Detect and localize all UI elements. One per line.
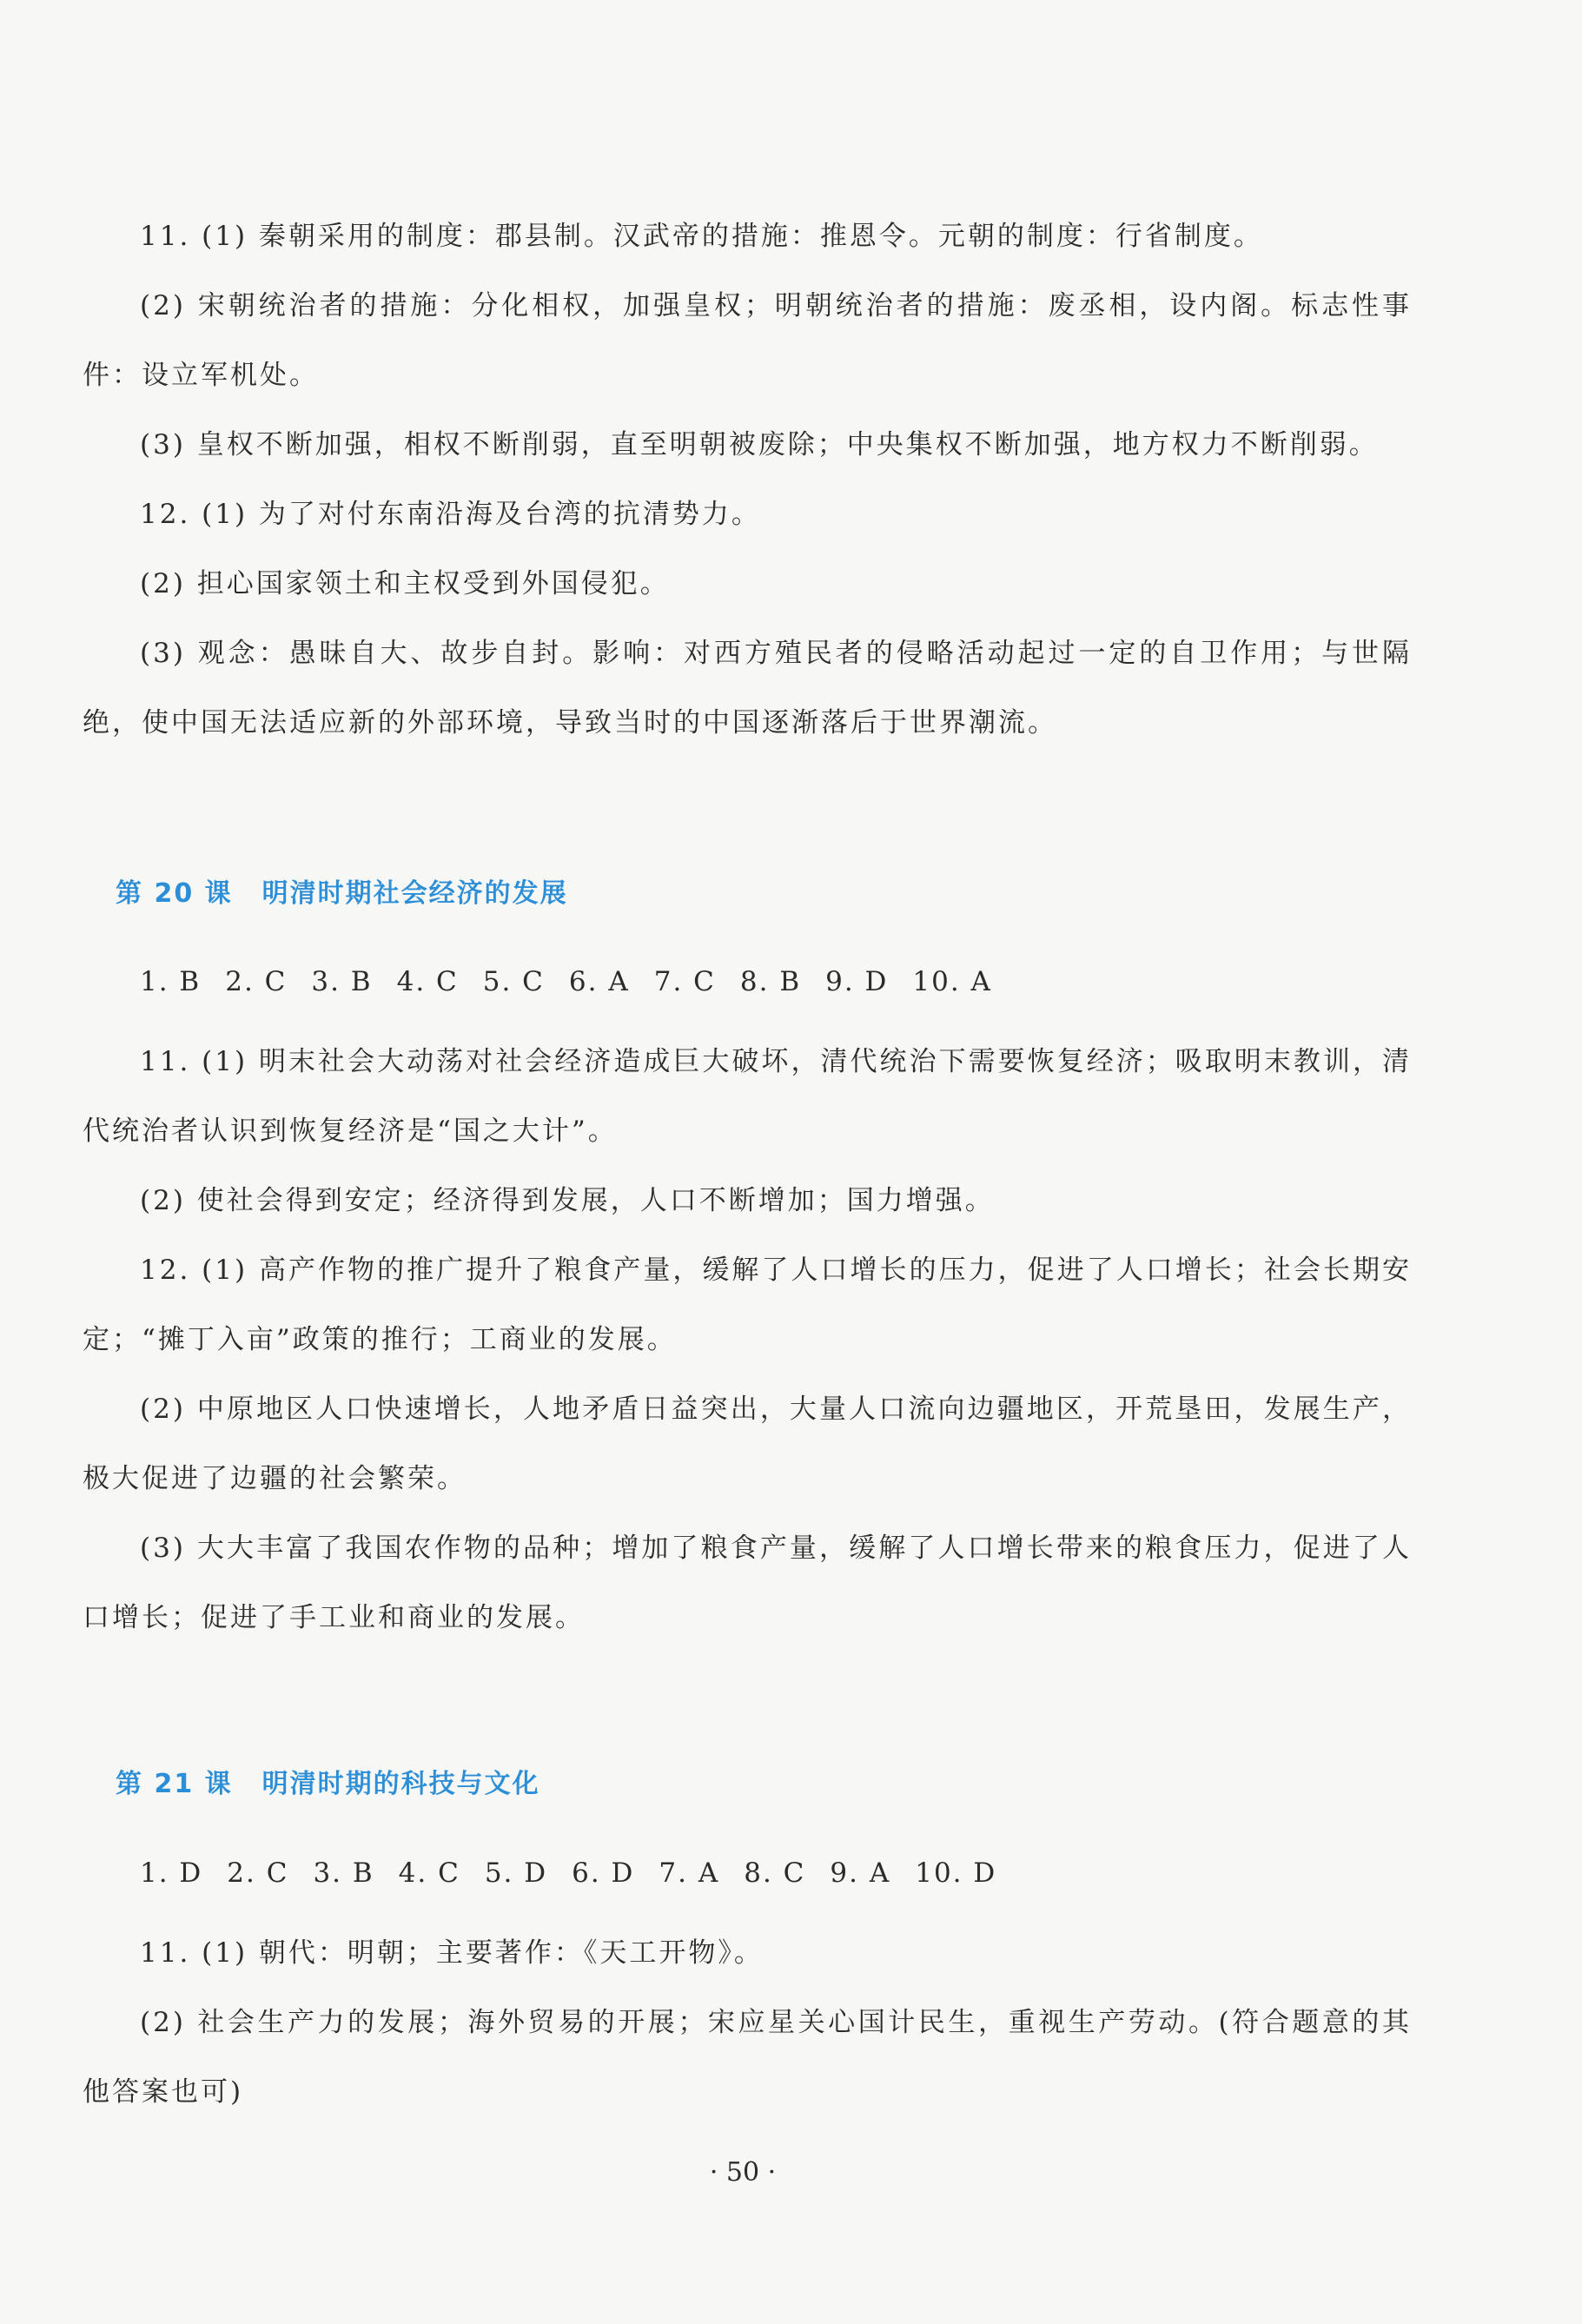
choice-answer: 6. A <box>568 966 630 997</box>
answer-paragraph: 12. (1) 为了对付东南沿海及台湾的抗清势力。 <box>140 499 761 530</box>
answer-paragraph: 11. (1) 明末社会大动荡对社会经济造成巨大破坏，清代统治下需要恢复经济；吸取明末教训，清代统治者认识到恢复经济是“国之大计”。 <box>83 1046 1412 1147</box>
answer-paragraph: (3) 观念：愚昧自大、故步自封。影响：对西方殖民者的侵略活动起过一定的自卫作用；与世隔绝，使中国无法适应新的外部环境，导致当时的中国逐渐落后于世界潮流。 <box>83 638 1412 738</box>
page-number: · 50 · <box>709 2157 777 2188</box>
lesson-heading <box>116 1762 540 1800</box>
choice-answer: 8. C <box>744 1857 806 1889</box>
lesson-heading <box>116 871 568 910</box>
lesson-number: 第 21 课 <box>116 1769 233 1799</box>
choice-answer: 1. B <box>140 966 202 997</box>
choice-answer: 10. A <box>912 966 992 997</box>
choice-answer: 3. B <box>313 1857 374 1889</box>
choice-answer: 6. D <box>572 1857 635 1889</box>
answer-paragraph: 12. (1) 高产作物的推广提升了粮食产量，缓解了人口增长的压力，促进了人口增长；社会长期安定；“摊丁入亩”政策的推行；工商业的发展。 <box>83 1255 1412 1355</box>
answer-paragraph: 11. (1) 秦朝采用的制度：郡县制。汉武帝的措施：推恩令。元朝的制度：行省制度。 <box>140 221 1263 252</box>
answer-paragraph: (3) 皇权不断加强，相权不断削弱，直至明朝被废除；中央集权不断加强，地方权力不断削弱。 <box>140 429 1379 460</box>
answer-paragraph: (2) 宋朝统治者的措施：分化相权，加强皇权；明朝统治者的措施：废丞相，设内阁。标志性事件：设立军机处。 <box>83 290 1412 391</box>
choice-answer: 2. C <box>225 966 288 997</box>
choice-answer: 10. D <box>915 1857 997 1889</box>
choice-answer: 7. C <box>653 966 716 997</box>
answer-paragraph: (2) 中原地区人口快速增长，人地矛盾日益突出，大量人口流向边疆地区，开荒垦田，发展生产，极大促进了边疆的社会繁荣。 <box>83 1394 1412 1494</box>
choice-answer: 8. B <box>739 966 802 997</box>
choice-answer: 3. B <box>311 966 373 997</box>
lesson-title: 明清时期社会经济的发展 <box>261 878 568 909</box>
choice-answer: 5. D <box>484 1857 548 1889</box>
choice-answers-row <box>140 966 1016 997</box>
choice-answer: 4. C <box>398 1857 460 1889</box>
choice-answer: 7. A <box>659 1857 720 1889</box>
answer-paragraph: 11. (1) 朝代：明朝；主要著作：《天工开物》。 <box>140 1937 764 1969</box>
answer-paragraph: (2) 使社会得到安定；经济得到发展，人口不断增加；国力增强。 <box>140 1185 995 1216</box>
answer-paragraph: (3) 大大丰富了我国农作物的品种；增加了粮食产量，缓解了人口增长带来的粮食压力，促进了人口增长；促进了手工业和商业的发展。 <box>83 1533 1412 1633</box>
choice-answer: 9. A <box>830 1857 891 1889</box>
lesson-title: 明清时期的科技与文化 <box>261 1769 540 1799</box>
answer-paragraph: (2) 社会生产力的发展；海外贸易的开展；宋应星关心国计民生，重视生产劳动。(符合题意的其他答案也可) <box>83 2007 1412 2108</box>
choice-answer: 1. D <box>140 1857 203 1889</box>
choice-answer: 9. D <box>825 966 889 997</box>
answer-paragraph: (2) 担心国家领土和主权受到外国侵犯。 <box>140 568 670 599</box>
choice-answer: 4. C <box>396 966 459 997</box>
choice-answer: 5. C <box>482 966 545 997</box>
choice-answers-row <box>140 1857 1021 1889</box>
lesson-number: 第 20 课 <box>116 878 233 909</box>
choice-answer: 2. C <box>227 1857 289 1889</box>
